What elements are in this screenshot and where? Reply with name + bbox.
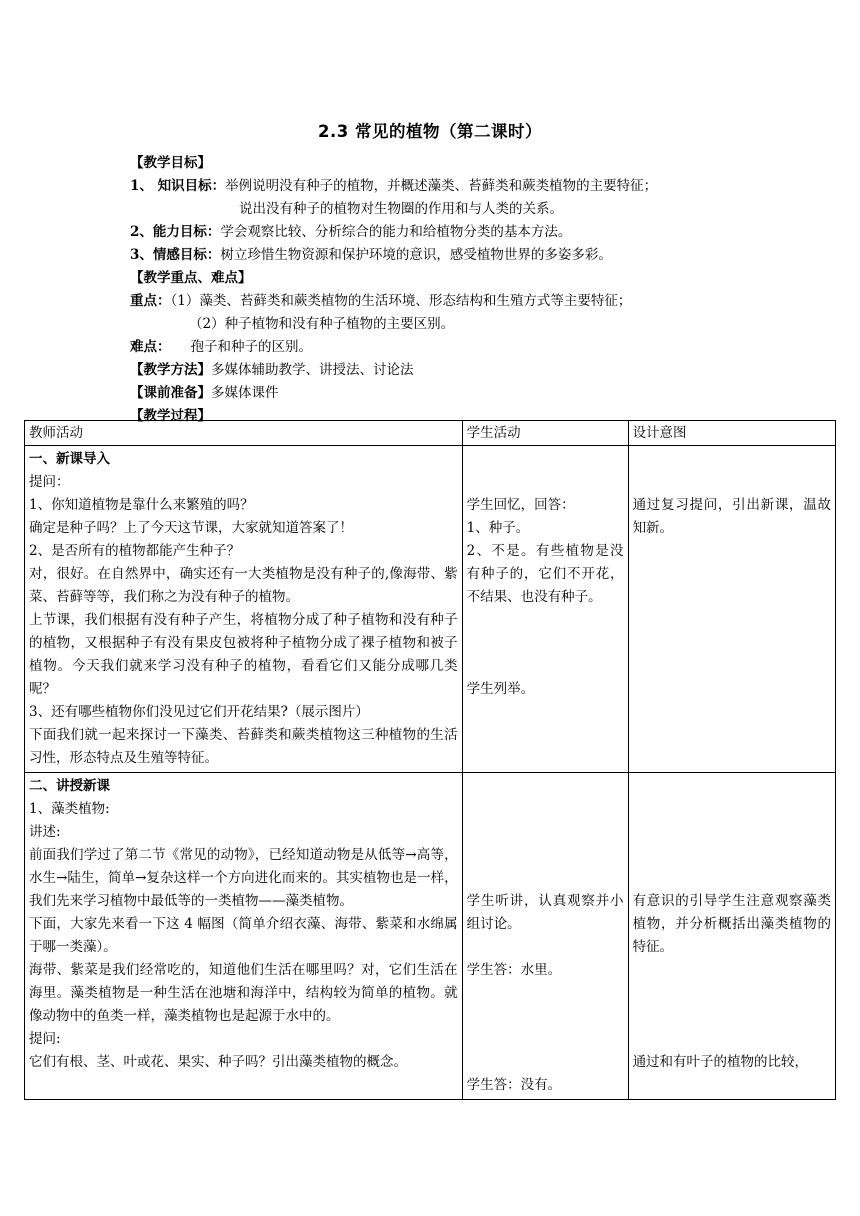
key-point-label: 重点： bbox=[130, 293, 171, 309]
emotion-goal-text: 树立珍惜生物资源和保护环境的意识，感受植物世界的多姿多彩。 bbox=[220, 247, 612, 263]
key-point-1 bbox=[130, 290, 850, 313]
lesson-student-cell bbox=[462, 773, 628, 1100]
table-row-intro bbox=[25, 446, 836, 773]
key-point-2: （2）种子植物和没有种子植物的主要区别。 bbox=[189, 316, 455, 332]
table-row-new-lesson bbox=[25, 773, 836, 1100]
intro-teacher-line: 上节课，我们根据有没有种子产生，将植物分成了种子植物和没有种子的植物，又根据种子有没有果皮包被将种子植物分成了裸子植物和被子植物。今天我们就来学习没有种子的植物，看看它们又能分成哪几类呢？ bbox=[29, 612, 458, 697]
difficulty bbox=[130, 336, 850, 359]
intro-student-line: 1、种子。 bbox=[466, 520, 530, 536]
key-point-1-text: （1）藻类、苔藓类和蕨类植物的生活环境、形态结构和生殖方式等主要特征； bbox=[170, 293, 632, 309]
intro-teacher-line: 确定是种子吗？上了今天这节课，大家就知道答案了！ bbox=[29, 520, 353, 536]
lesson-teacher-line: 海带、紫菜是我们经常吃的，知道他们生活在哪里吗？对，它们生活在海里。藻类植物是一种生活在池塘和海洋中，结构较为简单的植物。就像动物中的鱼类一样，藻类植物也是起源于水中的。 bbox=[29, 962, 458, 1024]
teaching-method-text: 多媒体辅助教学、讲授法、讨论法 bbox=[211, 362, 414, 378]
intro-teacher-line: 对，很好。在自然界中，确实还有一大类植物是没有种子的,像海带、紫菜、苔藓等等，我们称之为没有种子的植物。 bbox=[29, 566, 458, 605]
emotion-goal-label: 3、情感目标： bbox=[130, 247, 221, 263]
intro-student-line: 学生列举。 bbox=[466, 681, 535, 697]
lesson-heading: 二、讲授新课 bbox=[29, 778, 110, 794]
intro-heading: 一、新课导入 bbox=[29, 451, 110, 467]
intro-teacher-line: 3、还有哪些植物你们没见过它们开花结果?（展示图片） bbox=[29, 704, 369, 720]
intro-teacher-line: 提问： bbox=[29, 474, 70, 490]
intro-teacher-cell bbox=[25, 446, 463, 773]
intro-teacher-line: 2、是否所有的植物都能产生种子？ bbox=[29, 543, 241, 559]
intro-student-cell bbox=[462, 446, 628, 773]
intro-intent-cell bbox=[628, 446, 835, 773]
objectives-heading: 【教学目标】 bbox=[130, 155, 211, 171]
lesson-intent-cell bbox=[628, 773, 835, 1100]
intro-teacher-line: 1、你知道植物是靠什么来繁殖的吗？ bbox=[29, 497, 254, 513]
knowledge-goal bbox=[130, 175, 850, 198]
lesson-intent-line: 通过和有叶子的植物的比较， bbox=[632, 1054, 809, 1070]
class-preparation-text: 多媒体课件 bbox=[211, 385, 279, 401]
lesson-header bbox=[130, 152, 850, 428]
class-preparation-label: 【课前准备】 bbox=[130, 385, 211, 401]
ability-goal bbox=[130, 221, 850, 244]
table-header-row bbox=[25, 421, 836, 446]
intro-student-line: 2、不是。有些植物是没有种子的，它们不开花，不结果、也没有种子。 bbox=[466, 543, 624, 605]
lesson-student-line: 学生听讲，认真观察并小组讨论。 bbox=[466, 893, 624, 932]
lesson-teacher-line: 前面我们学过了第二节《常见的动物》，已经知道动物是从低等→高等，水生→陆生，简单→复杂这样一个方向进化而来的。其实植物也是一样，我们先来学习植物中最低等的一类植物——藻类植物。 bbox=[29, 847, 458, 909]
intro-teacher-line: 下面我们就一起来探讨一下藻类、苔藓类和蕨类植物这三种植物的生活习性，形态特点及生殖等特征。 bbox=[29, 727, 458, 766]
lesson-teacher-line: 提问: bbox=[29, 1031, 61, 1047]
teaching-method bbox=[130, 359, 850, 382]
key-points-heading: 【教学重点、难点】 bbox=[130, 270, 252, 286]
header-design-intent: 设计意图 bbox=[628, 421, 835, 446]
lesson-student-line: 学生答：没有。 bbox=[466, 1077, 562, 1093]
class-preparation bbox=[130, 382, 850, 405]
lesson-intent-line: 有意识的引导学生注意观察藻类植物，并分析概括出藻类植物的特征。 bbox=[632, 893, 831, 955]
process-table bbox=[24, 420, 836, 1100]
emotion-goal bbox=[130, 244, 850, 267]
lesson-teacher-cell bbox=[25, 773, 463, 1100]
document-title: 2.3 常见的植物（第二课时） bbox=[318, 122, 542, 141]
header-student-activity: 学生活动 bbox=[462, 421, 628, 446]
difficulty-text: 孢子和种子的区别。 bbox=[190, 339, 312, 355]
teaching-method-label: 【教学方法】 bbox=[130, 362, 211, 378]
process-heading: 【教学过程】 bbox=[130, 408, 211, 424]
difficulty-label: 难点： bbox=[130, 339, 171, 355]
lesson-teacher-line: 讲述: bbox=[29, 824, 61, 840]
intro-student-line: 学生回忆，回答： bbox=[466, 497, 575, 513]
header-teacher-activity: 教师活动 bbox=[25, 421, 463, 446]
knowledge-goal-label: 1、 知识目标： bbox=[130, 178, 226, 194]
knowledge-goal-text2: 说出没有种子的植物对生物圈的作用和与人类的关系。 bbox=[239, 201, 563, 217]
lesson-teacher-line: 下面，大家先来看一下这 4 幅图（简单介绍衣藻、海带、紫菜和水绵属于哪一类藻）。 bbox=[29, 916, 458, 955]
knowledge-goal-text: 举例说明没有种子的植物，并概述藻类、苔藓类和蕨类植物的主要特征； bbox=[225, 178, 658, 194]
lesson-teacher-line: 它们有根、茎、叶或花、果实、种子吗？引出藻类植物的概念。 bbox=[29, 1054, 407, 1070]
ability-goal-label: 2、能力目标： bbox=[130, 224, 221, 240]
ability-goal-text: 学会观察比较、分析综合的能力和给植物分类的基本方法。 bbox=[220, 224, 572, 240]
lesson-student-line: 学生答：水里。 bbox=[466, 962, 562, 978]
intro-intent-text: 通过复习提问，引出新课，温故知新。 bbox=[632, 497, 831, 536]
lesson-teacher-line: 1、藻类植物: bbox=[29, 801, 110, 817]
